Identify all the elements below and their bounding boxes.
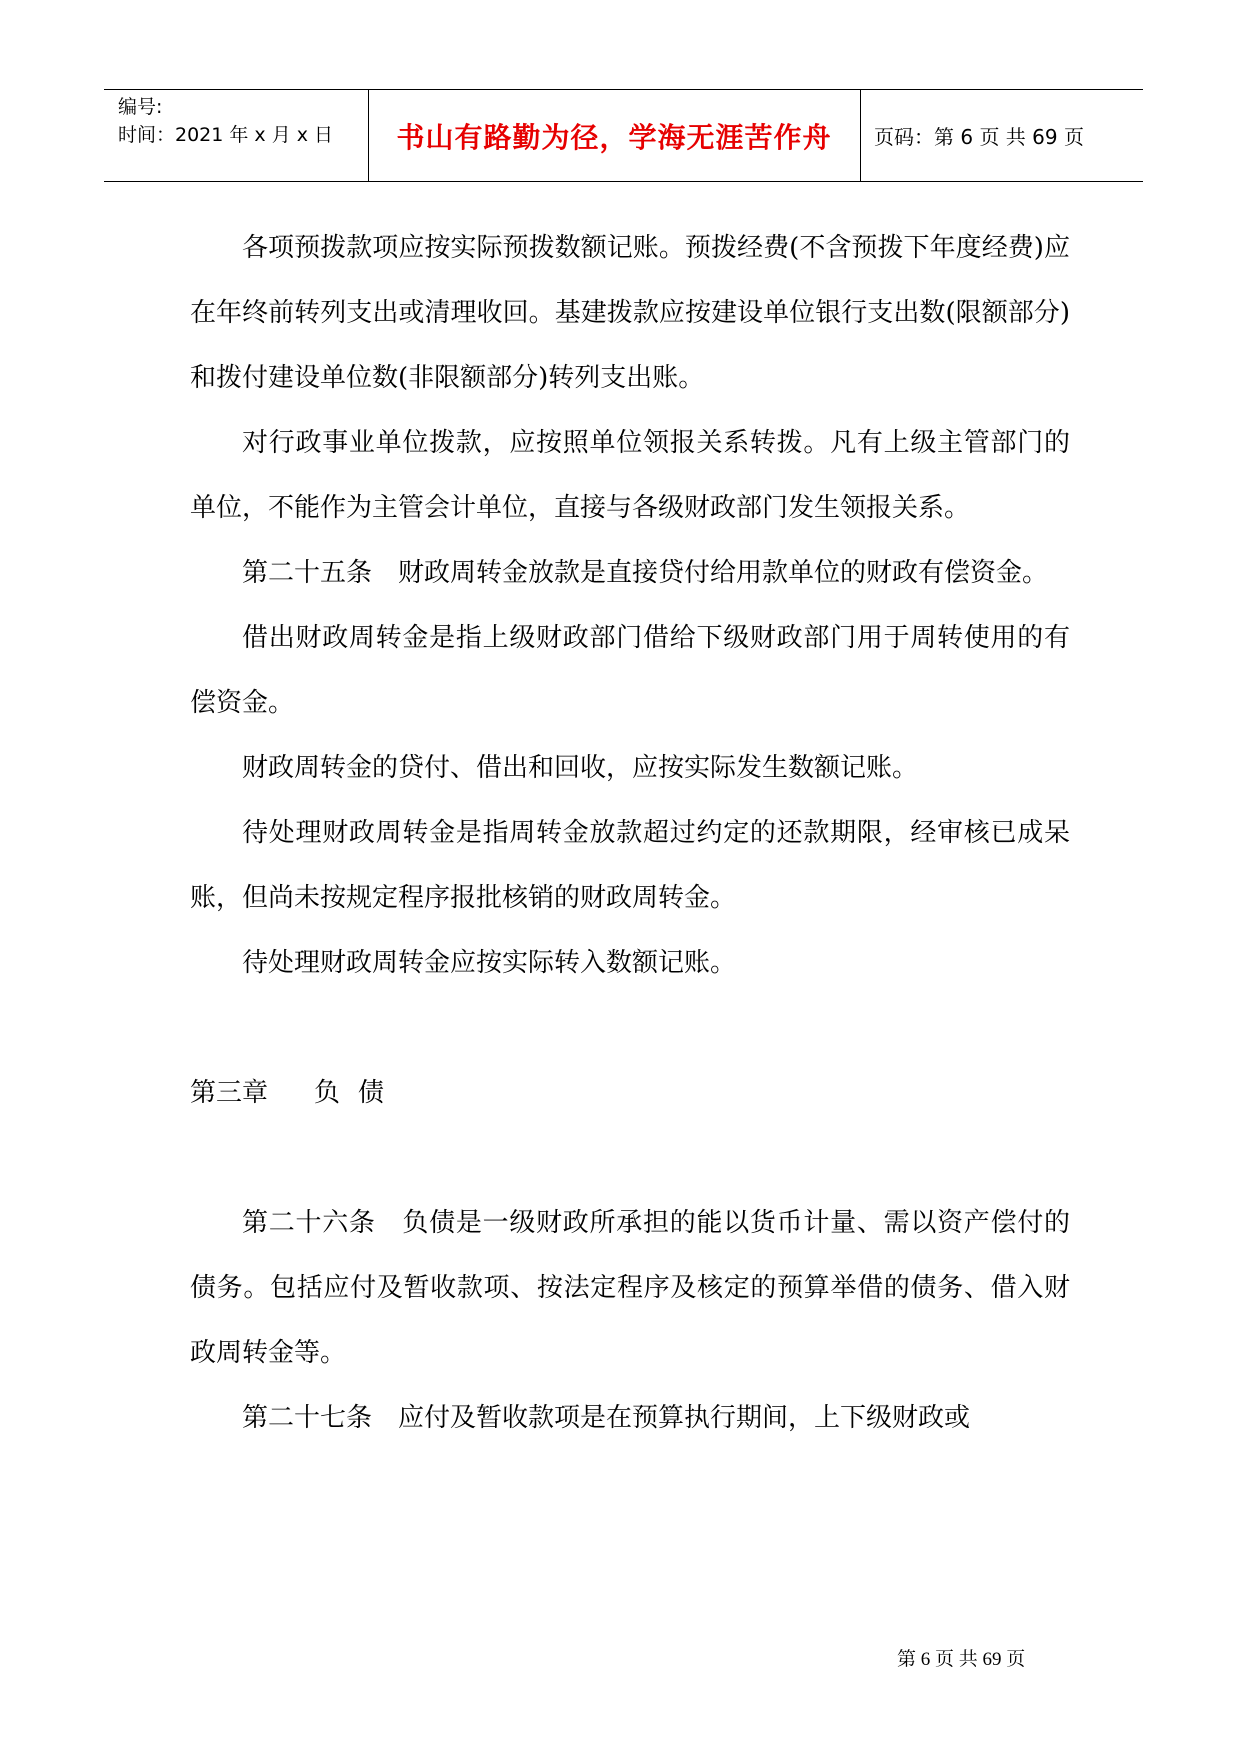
chapter-title-part: 负 (314, 1078, 341, 1108)
chapter-number: 第三章 (190, 1078, 269, 1108)
header-divider (860, 90, 861, 181)
paragraph: 对行政事业单位拨款，应按照单位领报关系转拨。凡有上级主管部门的单位，不能作为主管会计单位，直接与各级财政部门发生领报关系。 (190, 428, 1070, 523)
paragraph: 第二十五条 财政周转金放款是直接贷付给用款单位的财政有偿资金。 (242, 558, 1049, 588)
paragraph: 待处理财政周转金应按实际转入数额记账。 (242, 948, 737, 978)
paragraph: 财政周转金的贷付、借出和回收，应按实际发生数额记账。 (242, 753, 919, 783)
document-time-label: 时间：2021 年 x 月 x 日 (118, 124, 334, 146)
paragraph: 待处理财政周转金是指周转金放款超过约定的还款期限，经审核已成呆账，但尚未按规定程序报批核销的财政周转金。 (190, 818, 1070, 913)
paragraph: 各项预拨款项应按实际预拨数额记账。预拨经费(不含预拨下年度经费)应在年终前转列支出或清理收回。基建拨款应按建设单位银行支出数(限额部分)和拨付建设单位数(非限额部分)转列支出账。 (190, 233, 1070, 393)
page-footer: 第 6 页 共 69 页 (897, 1649, 1026, 1670)
header-divider (368, 90, 369, 181)
document-number-label: 编号: (118, 96, 163, 118)
page-header (104, 89, 1143, 182)
paragraph: 借出财政周转金是指上级财政部门借给下级财政部门用于周转使用的有偿资金。 (190, 623, 1070, 718)
paragraph: 第二十六条 负债是一级财政所承担的能以货币计量、需以资产偿付的债务。包括应付及暂收款项、按法定程序及核定的预算举借的债务、借入财政周转金等。 (190, 1208, 1070, 1368)
paragraph: 第二十七条 应付及暂收款项是在预算执行期间，上下级财政或 (242, 1403, 971, 1433)
header-meta (118, 93, 358, 149)
chapter-title-part: 债 (358, 1078, 385, 1108)
chapter-heading (190, 1061, 1070, 1126)
document-body (190, 216, 1070, 1451)
header-page-info: 页码：第 6 页 共 69 页 (874, 125, 1084, 149)
header-motto: 书山有路勤为径，学海无涯苦作舟 (396, 120, 832, 154)
